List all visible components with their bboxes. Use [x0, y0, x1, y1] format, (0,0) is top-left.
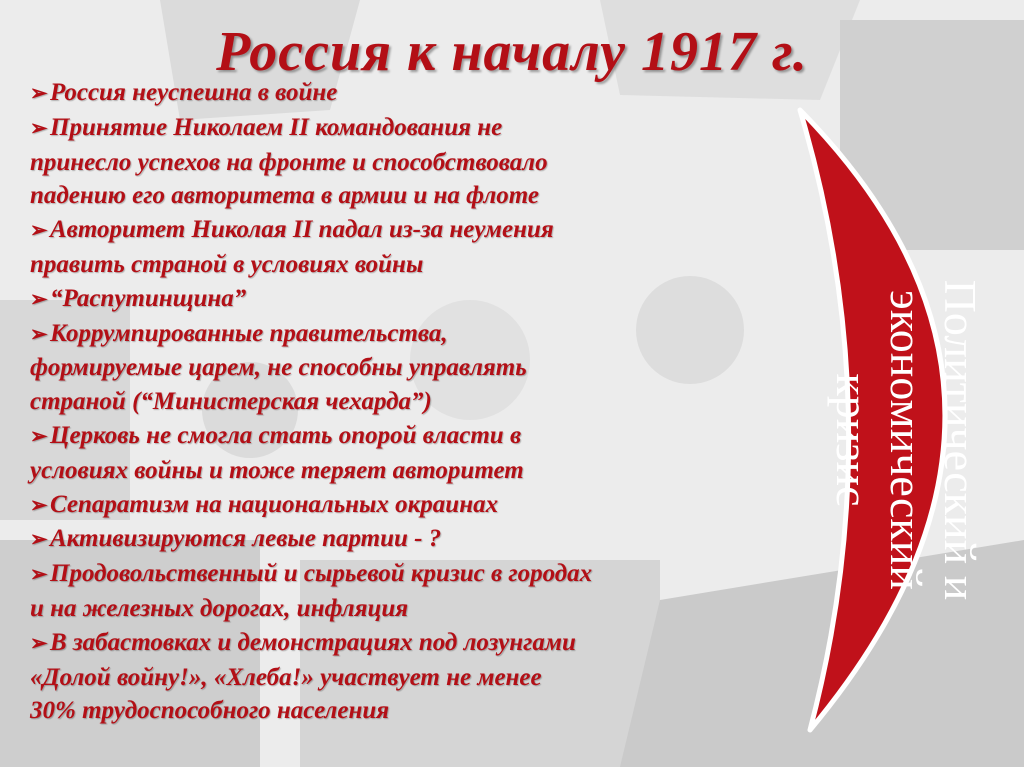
bullet-text: Принятие Николаем II командования не принесло успехов на фронте и способствовало падению его авторитета в армии и на флоте	[30, 113, 548, 210]
bullet-text: Авторитет Николая II падал из-за неумения править страной в условиях войны	[30, 216, 554, 278]
arrow-bullet-icon: ➢	[30, 527, 48, 552]
bullet-item	[30, 488, 850, 523]
bullet-text: Активизируются левые партии - ?	[50, 525, 442, 553]
bullet-text: Коррумпированные правительства, формируемые царем, не способны управлять страной (“Министерская чехарда”)	[30, 319, 527, 416]
arrow-bullet-icon: ➢	[30, 81, 48, 105]
bullet-text: “Распутинщина”	[50, 284, 247, 312]
bullet-text: Сепаратизм на национальных окраинах	[50, 490, 499, 518]
arrow-bullet-icon: ➢	[30, 218, 48, 243]
slide-title: Россия к началу 1917 г.	[216, 21, 808, 83]
bullet-item	[30, 557, 850, 626]
arrow-bullet-icon: ➢	[30, 630, 48, 655]
bullet-item	[30, 76, 850, 111]
bullet-text: В забастовках и демонстрациях под лозунгами «Долой войну!», «Хлеба!» участвует не менее 30% трудоспособного населения	[30, 628, 576, 725]
bullet-item	[30, 213, 850, 282]
bullet-item	[30, 317, 850, 419]
bullet-item	[30, 522, 850, 557]
bullet-text: Продовольственный и сырьевой кризис в городах и на железных дорогах, инфляция	[30, 560, 593, 622]
arrow-bullet-icon: ➢	[30, 492, 48, 517]
bullet-text: Церковь не смогла стать опорой власти в условиях войны и тоже теряет авторитет	[30, 421, 524, 484]
bullet-item	[30, 282, 850, 317]
arrow-bullet-icon: ➢	[30, 286, 48, 311]
crescent-label: Политический и экономический кризис	[827, 279, 986, 601]
bullet-item	[30, 419, 850, 488]
bullet-text: Россия неуспешна в войне	[50, 79, 338, 106]
bullet-item	[30, 626, 850, 728]
bullet-item	[30, 111, 850, 213]
arrow-bullet-icon: ➢	[30, 562, 48, 587]
arrow-bullet-icon: ➢	[30, 321, 48, 346]
arrow-bullet-icon: ➢	[30, 115, 48, 140]
arrow-bullet-icon: ➢	[30, 423, 48, 448]
bullet-list	[30, 76, 850, 728]
